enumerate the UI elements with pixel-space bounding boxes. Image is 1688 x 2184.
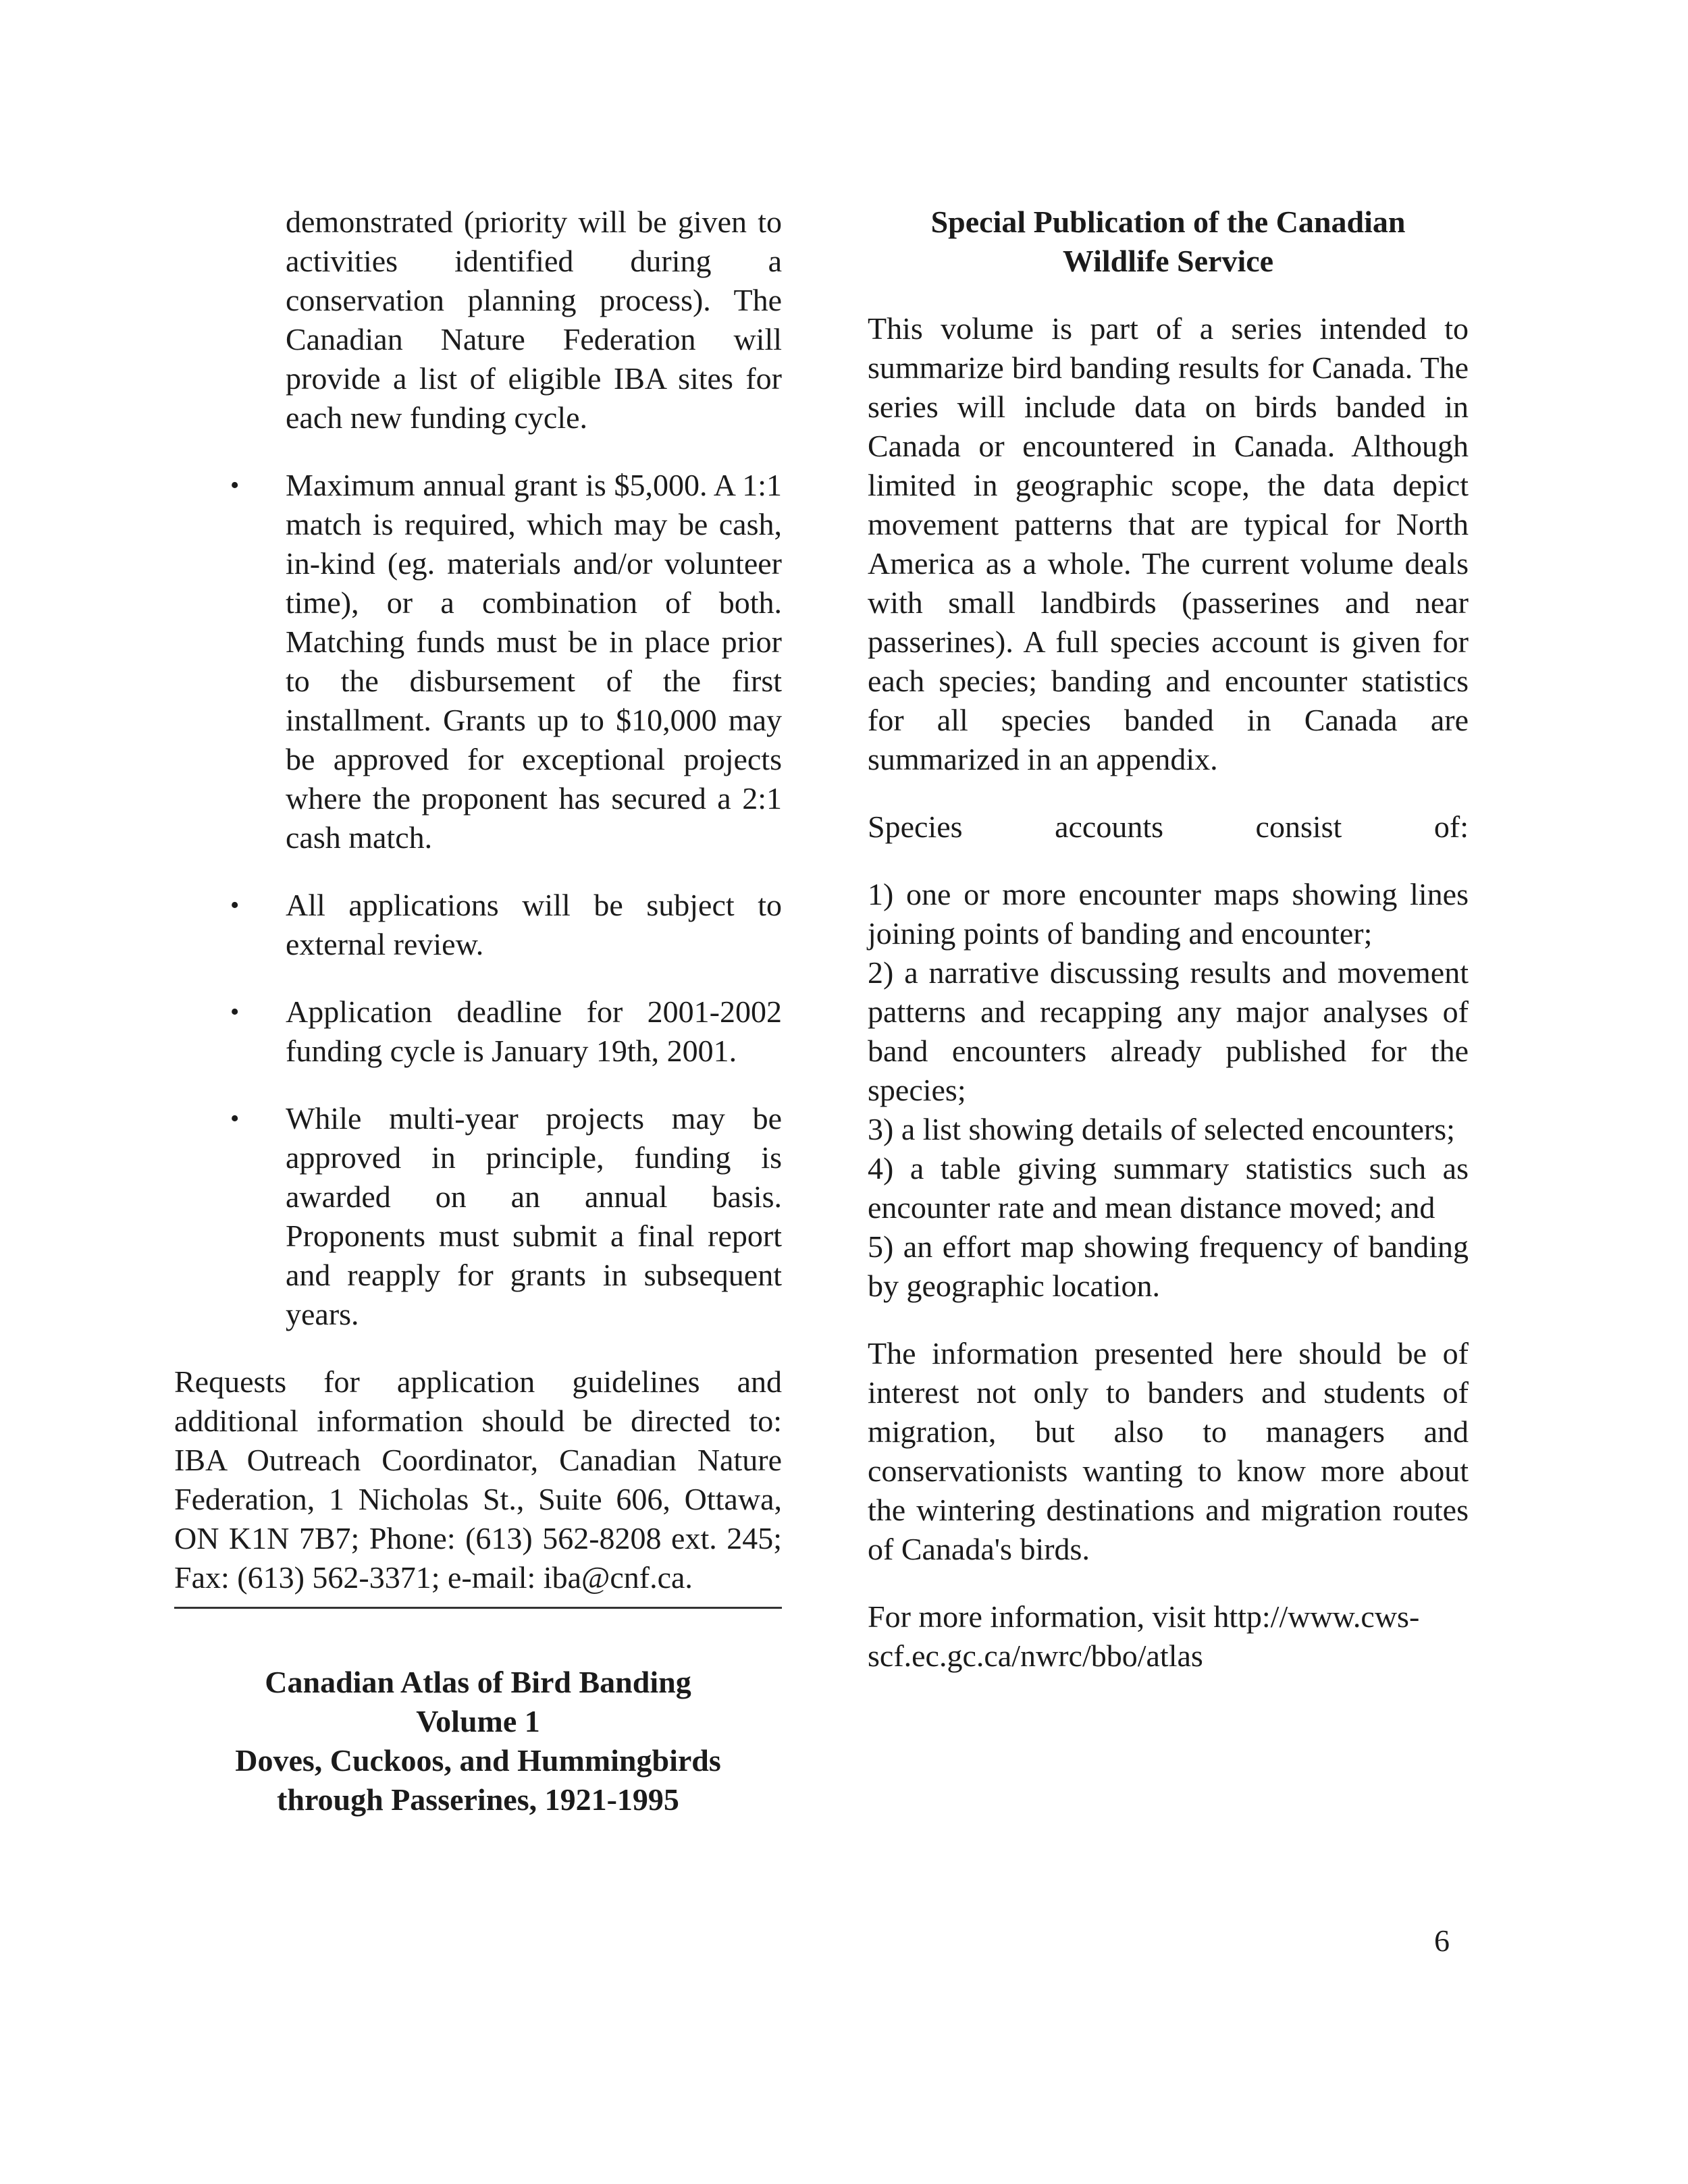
requests-paragraph: Requests for application guidelines and additional information should be directed to: IBA Outreach Coordinator, Canadian Nature Federation, 1 Nicholas St., Suite 606, Ottawa, ON K1N 7B7; Phone: (613) 562-8208 ext. 245; Fax: (613) 562-3371; e-mail: iba@cnf.ca. xyxy=(174,1364,782,1595)
list-item: 4) a table giving summary statistics such as encounter rate and mean distance moved; and xyxy=(868,1151,1469,1225)
list-item: 5) an effort map showing frequency of banding by geographic location. xyxy=(868,1229,1469,1303)
bullet-icon: • xyxy=(230,471,240,500)
bullet-list xyxy=(174,466,782,1334)
consist-word: consist xyxy=(1255,809,1342,844)
consist-word: Species xyxy=(868,809,963,844)
consist-word: of: xyxy=(1433,809,1469,844)
list-item: 2) a narrative discussing results and movement patterns and recapping any major analyses of band encounters already published for the species; xyxy=(868,955,1469,1107)
bullet-text: Application deadline for 2001-2002 funding cycle is January 19th, 2001. xyxy=(286,994,782,1068)
bullet-item-max-grant xyxy=(230,466,782,857)
left-column xyxy=(174,203,782,1819)
atlas-title xyxy=(174,1663,782,1819)
series-paragraph: This volume is part of a series intended to summarize bird banding results for Canada. The series will include data on birds banded in Canada or encountered in Canada. Although limited in geographic scope, the data depict movement patterns that are typical for North America as a whole. The current volume deals with small landbirds (passerines and near passerines). A full species account is given for each species; banding and encounter statistics for all species banded in Canada are summarized in an appendix. xyxy=(868,311,1469,776)
bullet-icon: • xyxy=(230,1104,240,1133)
bullet-text: All applications will be subject to external review. xyxy=(286,888,782,961)
atlas-title-line: Volume 1 xyxy=(416,1704,540,1738)
section-divider xyxy=(174,1607,782,1609)
heading-line: Special Publication of the Canadian xyxy=(930,205,1406,239)
bullet-icon: • xyxy=(230,891,240,920)
heading-line: Wildlife Service xyxy=(1062,244,1274,278)
bullet-text: While multi-year projects may be approved in principle, funding is awarded on an annual basis. Proponents must submit a final report and reapply for grants in subsequent years. xyxy=(286,1101,782,1331)
atlas-title-line: through Passerines, 1921-1995 xyxy=(277,1782,679,1817)
interest-paragraph: The information presented here should be of interest not only to banders and students of migration, but also to managers and conservationists wanting to know more about the wintering destinations and migration routes of Canada's birds. xyxy=(868,1336,1469,1566)
list-item: 1) one or more encounter maps showing lines joining points of banding and encounter; xyxy=(868,877,1469,951)
section-heading xyxy=(868,203,1469,281)
species-accounts-line xyxy=(868,807,1469,847)
numbered-list xyxy=(868,875,1469,1306)
bullet-icon: • xyxy=(230,998,240,1026)
list-item: 3) a list showing details of selected encounters; xyxy=(868,1112,1455,1146)
bullet-item-review xyxy=(230,886,782,964)
atlas-title-line: Doves, Cuckoos, and Hummingbirds xyxy=(235,1743,721,1778)
right-column xyxy=(868,203,1469,1676)
bullet-text: Maximum annual grant is $5,000. A 1:1 match is required, which may be cash, in-kind (eg. materials and/or volunteer time), or a combination of both. Matching funds must be in place prior to the disbursement of the first installment. Grants up to $10,000 may be approved for exceptional projects where the proponent has secured a 2:1 cash match. xyxy=(286,468,782,855)
bullet-item-deadline xyxy=(230,992,782,1071)
atlas-title-line: Canadian Atlas of Bird Banding xyxy=(265,1665,691,1699)
consist-word: accounts xyxy=(1055,809,1163,844)
page-number: 6 xyxy=(1434,1923,1450,1958)
more-info-paragraph: For more information, visit http://www.cws-scf.ec.gc.ca/nwrc/bbo/atlas xyxy=(868,1599,1420,1673)
bullet-item-multi-year xyxy=(230,1099,782,1334)
intro-paragraph: demonstrated (priority will be given to activities identified during a conservation planning process). The Canadian Nature Federation will provide a list of eligible IBA sites for each new funding cycle. xyxy=(286,205,782,435)
